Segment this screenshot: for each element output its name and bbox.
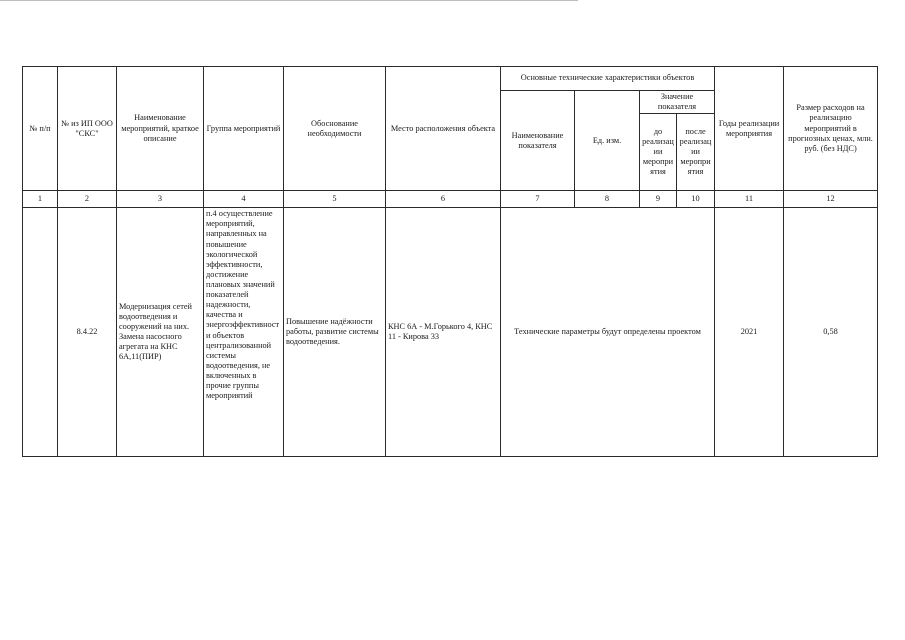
header-measure-group: Группа мероприятий [204,67,284,191]
header-value-before: до реализации мероприятия [640,114,677,191]
column-number: 8 [575,191,640,208]
cell-measure-name: Модернизация сетей водоотведения и сооружений на них. Замена насосного агрегата на КНС 6А,11(ПИР) [117,208,204,457]
column-number: 2 [58,191,117,208]
column-number: 4 [204,191,284,208]
column-number: 6 [386,191,501,208]
header-location: Место расположения объекта [386,67,501,191]
column-number: 7 [501,191,575,208]
column-number: 10 [677,191,715,208]
table-row [23,208,878,457]
cell-cost: 0,58 [784,208,878,457]
header-ip-number: № из ИП ООО "СКС" [58,67,117,191]
header-justification: Обоснование необходимости [284,67,386,191]
header-unit: Ед. изм. [575,91,640,191]
column-number: 5 [284,191,386,208]
cell-justification: Повышение надёжности работы, развитие системы водоотведения. [284,208,386,457]
column-number: 12 [784,191,878,208]
column-number: 9 [640,191,677,208]
cell-location: КНС 6А - М.Горького 4, КНС 11 - Кирова 33 [386,208,501,457]
cell-years: 2021 [715,208,784,457]
header-indicator-name: Наименование показателя [501,91,575,191]
header-years: Годы реализации мероприятия [715,67,784,191]
top-border-line [0,0,578,1]
cell-measure-group: п.4 осуществление мероприятий, направленных на повышение экологической эффективности, достижение плановых значений показателей надежности, качества и энергоэффективности объектов централизованной системы водоотведения, не включенных в прочие группы мероприятий [204,208,284,457]
cell-tech-params: Технические параметры будут определены проектом [501,208,715,457]
header-tech-characteristics: Основные технические характеристики объектов [501,67,715,91]
column-number: 3 [117,191,204,208]
header-indicator-value: Значение показателя [640,91,715,114]
cell-row-number [23,208,58,457]
cell-ip-number: 8.4.22 [58,208,117,457]
column-number: 1 [23,191,58,208]
header-measure-name: Наименование мероприятий, краткое описание [117,67,204,191]
header-cost: Размер расходов на реализацию мероприятий в прогнозных ценах, млн. руб. (без НДС) [784,67,878,191]
header-row-number: № п/п [23,67,58,191]
column-number-row [23,191,878,208]
investment-program-table [22,66,878,457]
column-number: 11 [715,191,784,208]
header-value-after: после реализации мероприятия [677,114,715,191]
